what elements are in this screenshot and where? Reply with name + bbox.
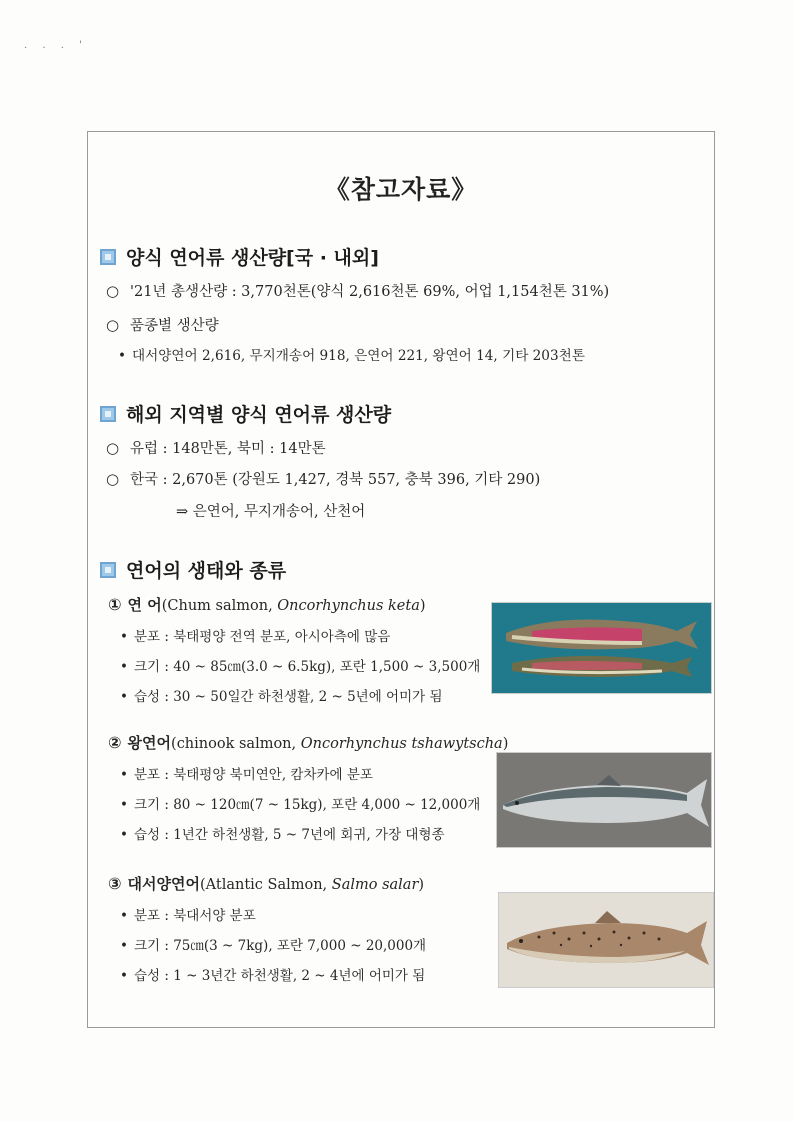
- section-heading-ecology: [100, 556, 286, 583]
- dot-bullet-icon: •: [120, 629, 128, 645]
- line-text: 분포 : 북대서양 분포: [134, 908, 256, 924]
- square-bullet-icon: [100, 249, 116, 265]
- dot-bullet-icon: •: [120, 968, 128, 984]
- chinook-salmon-photo: [496, 752, 712, 848]
- species-english: (Atlantic Salmon,: [200, 877, 332, 893]
- species-habit-line: [120, 964, 425, 984]
- section-heading-regional: [100, 400, 391, 427]
- line-text: 크기 : 80 ~ 120㎝(7 ~ 15kg), 포란 4,000 ~ 12,000개: [134, 797, 481, 813]
- species-dist-line: [120, 904, 256, 924]
- species-habit-line: [120, 823, 445, 843]
- paren-close: ): [418, 877, 425, 893]
- species-dist-line: [120, 625, 390, 645]
- species-size-line: [120, 655, 480, 675]
- dot-bullet-icon: •: [120, 767, 128, 783]
- line-text: 대서양연어 2,616, 무지개송어 918, 은연어 221, 왕연어 14, 기타 203천톤: [132, 348, 585, 364]
- line-text: '21년 총생산량 : 3,770천톤(양식 2,616천톤 69%, 어업 1,154천톤 31%): [130, 284, 610, 300]
- species-scientific: Oncorhynchus keta: [277, 598, 420, 614]
- species-size-line: [120, 934, 426, 954]
- species-name: 연 어: [127, 596, 162, 614]
- species-number: ①: [108, 595, 122, 614]
- species-english: (Chum salmon,: [161, 598, 278, 614]
- line-text: 습성 : 1년간 하천생활, 5 ~ 7년에 회귀, 가장 대형종: [134, 827, 445, 843]
- circle-bullet-icon: ○: [106, 439, 120, 457]
- europe-na-line: [106, 437, 326, 458]
- reference-frame: [87, 131, 715, 1028]
- scan-specks: . . . ': [24, 40, 88, 51]
- line-text: 습성 : 1 ~ 3년간 하천생활, 2 ~ 4년에 어미가 됨: [134, 968, 426, 984]
- dot-bullet-icon: •: [120, 827, 128, 843]
- section-heading-production: [100, 243, 379, 270]
- dot-bullet-icon: •: [120, 659, 128, 675]
- dot-bullet-icon: •: [120, 797, 128, 813]
- species-name: 왕연어: [127, 734, 172, 752]
- korea-species-line: [176, 500, 365, 521]
- section-heading-text: 연어의 생태와 종류: [126, 560, 287, 582]
- circle-bullet-icon: ○: [106, 470, 120, 488]
- line-text: ⇒ 은연어, 무지개송어, 산천어: [176, 504, 366, 520]
- chum-salmon-photo: [491, 602, 712, 694]
- line-text: 습성 : 30 ~ 50일간 하천생활, 2 ~ 5년에 어미가 됨: [134, 689, 443, 705]
- line-text: 한국 : 2,670톤 (강원도 1,427, 경북 557, 충북 396, 기타 290): [130, 472, 541, 488]
- line-text: 분포 : 북태평양 전역 분포, 아시아측에 많음: [134, 629, 391, 645]
- species-english: (chinook salmon,: [171, 736, 301, 752]
- circle-bullet-icon: ○: [106, 282, 120, 300]
- paren-close: ): [419, 598, 426, 614]
- species-name: 대서양연어: [127, 875, 200, 893]
- species-dist-line: [120, 763, 373, 783]
- species-scientific: Oncorhynchus tshawytscha: [300, 736, 503, 752]
- species-title-atlantic: [108, 873, 424, 894]
- species-production-line: [106, 314, 219, 335]
- dot-bullet-icon: •: [120, 938, 128, 954]
- line-text: 유럽 : 148만톤, 북미 : 14만톤: [130, 441, 326, 457]
- square-bullet-icon: [100, 406, 116, 422]
- species-number: ③: [108, 874, 122, 893]
- page-title: 《참고자료》: [324, 175, 478, 204]
- square-bullet-icon: [100, 562, 116, 578]
- total-production-line: [106, 280, 609, 301]
- species-title-chinook: [108, 732, 508, 753]
- line-text: 품종별 생산량: [130, 318, 219, 334]
- species-title-chum: [108, 594, 426, 615]
- dot-bullet-icon: •: [118, 348, 127, 364]
- atlantic-salmon-photo: [498, 892, 714, 988]
- species-scientific: Salmo salar: [331, 877, 419, 893]
- section-heading-text: 양식 연어류 생산량[국 · 내외]: [126, 247, 379, 269]
- species-size-line: [120, 793, 480, 813]
- line-text: 분포 : 북태평양 북미연안, 캄차카에 분포: [134, 767, 373, 783]
- dot-bullet-icon: •: [120, 908, 128, 924]
- korea-line: [106, 468, 540, 489]
- section-heading-text: 해외 지역별 양식 연어류 생산량: [126, 404, 392, 426]
- line-text: 크기 : 40 ~ 85㎝(3.0 ~ 6.5kg), 포란 1,500 ~ 3,500개: [134, 659, 481, 675]
- line-text: 크기 : 75㎝(3 ~ 7kg), 포란 7,000 ~ 20,000개: [134, 938, 427, 954]
- species-number: ②: [108, 733, 122, 752]
- dot-bullet-icon: •: [120, 689, 128, 705]
- paren-close: ): [502, 736, 509, 752]
- species-habit-line: [120, 685, 442, 705]
- species-breakdown-line: [118, 344, 585, 364]
- circle-bullet-icon: ○: [106, 316, 120, 334]
